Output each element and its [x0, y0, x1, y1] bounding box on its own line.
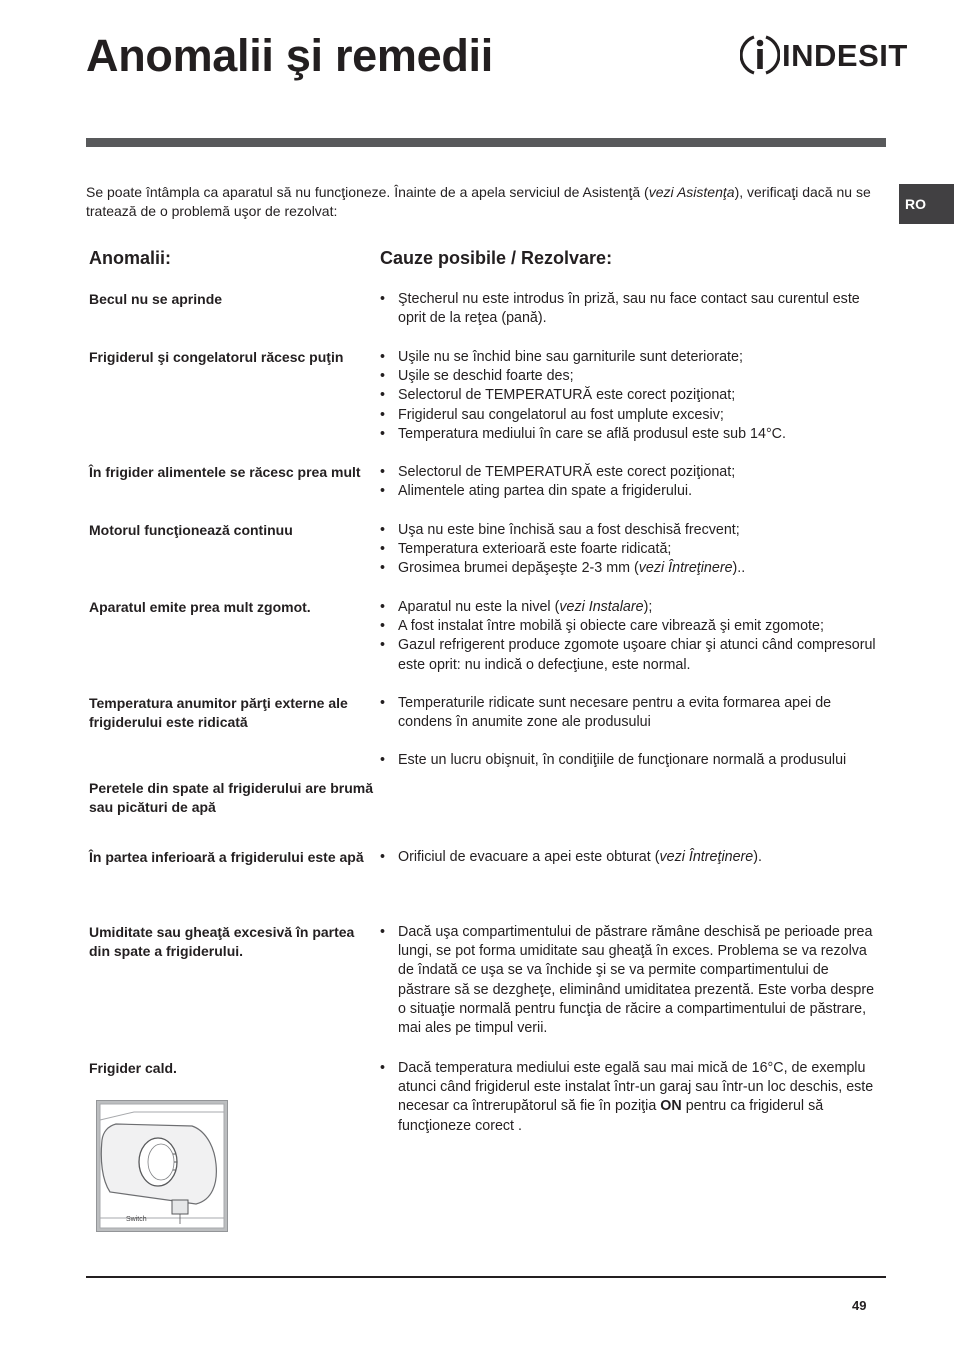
anomaly-label: Frigider cald. — [89, 1060, 177, 1076]
cause-item — [380, 1059, 880, 1136]
indesit-logo — [740, 32, 908, 78]
footer-rule — [86, 1276, 886, 1278]
cause-list — [380, 598, 880, 675]
cause-item — [380, 923, 880, 1038]
causes-heading: Cauze posibile / Rezolvare: — [380, 248, 613, 268]
anomaly-label: Peretele din spate al frigiderului are brumă sau picături de apă — [89, 780, 373, 815]
cause-reference: vezi Întreţinere — [638, 560, 733, 577]
anomaly-label: Aparatul emite prea mult zgomot. — [89, 599, 311, 615]
cause-text: Uşile se deschid foarte des; — [398, 368, 574, 385]
cause-item — [380, 559, 880, 578]
anomaly-label: Temperatura anumitor părţi externe ale frigiderului este ridicată — [89, 695, 348, 730]
anomaly-label: În partea inferioară a frigiderului este apă — [89, 849, 364, 865]
cause-item — [380, 598, 880, 617]
cause-list — [380, 463, 880, 501]
intro-text — [86, 183, 876, 221]
cause-item — [380, 348, 880, 367]
cause-item — [380, 367, 880, 386]
cause-text: Ştecherul nu este introdus în priză, sau nu face contact sau curentul este oprit de la reţea (pană). — [398, 291, 860, 327]
cause-text: Dacă temperatura mediului este egală sau mai mică de 16°C, de exemplu atunci când frigiderul este instalat într-un garaj sau într-un loc deschis, este necesar ca întrerupătorul să fie în poziţia — [398, 1060, 874, 1115]
language-tab: RO — [899, 184, 954, 224]
cause-text: Este un lucru obişnuit, în condiţiile de funcţionare normală a produsului — [398, 752, 847, 768]
brand-i-icon — [740, 32, 780, 78]
cause-text: Uşa nu este bine închisă sau a fost deschisă frecvent; — [398, 522, 740, 538]
page-number: 49 — [852, 1298, 867, 1313]
cause-text: Selectorul de TEMPERATURĂ este corect poziţionat; — [398, 464, 736, 480]
cause-text: Temperatura mediului în care se află produsul este sub 14°C. — [398, 425, 786, 442]
cause-list — [380, 848, 880, 867]
cause-text: Alimentele ating partea din spate a frigiderului. — [398, 483, 693, 500]
intro-reference: vezi Asistenţa — [648, 184, 735, 200]
fridge-switch-illustration — [96, 1100, 228, 1232]
cause-text: ).. — [732, 560, 746, 577]
cause-list — [380, 348, 880, 444]
cause-item — [380, 386, 880, 405]
cause-item — [380, 636, 880, 674]
cause-item — [380, 425, 880, 444]
header-bar — [86, 138, 886, 147]
cause-reference: vezi Întreţinere — [659, 849, 754, 865]
cause-item — [380, 463, 880, 482]
anomalies-heading: Anomalii: — [89, 248, 172, 268]
cause-text: Orificiul de evacuare a apei este obturat ( — [398, 849, 660, 865]
cause-item — [380, 406, 880, 425]
cause-text: ); — [643, 599, 653, 615]
cause-list — [380, 751, 880, 770]
anomaly-label: Frigiderul şi congelatorul răcesc puţin — [89, 349, 344, 365]
cause-text: Temperaturile ridicate sunt necesare pentru a evita formarea apei de condens în anumite zone ale produsului — [398, 695, 832, 731]
cause-item — [380, 290, 880, 328]
anomaly-label: În frigider alimentele se răcesc prea mult — [89, 464, 361, 480]
intro-suffix: ), verificaţi dacă nu se tratează de o problemă uşor de rezolvat: — [86, 184, 871, 219]
page-title: Anomalii şi remedii — [86, 30, 493, 81]
cause-text: Dacă uşa compartimentului de păstrare rămâne deschisă pe perioade prea lungi, se pot forma umiditate sau gheaţă în exces. Problema se va rezolva de îndată ce uşa se va închide şi se va permite compartimentului de păstrare să se dezgheţe, eliminând umiditatea prezentă. Este vorba despre o situaţie normală pentru funcţia de răcire a compartimentului de păstrare, mai ales pe timpul verii. — [398, 924, 875, 1037]
cause-list — [380, 521, 880, 579]
cause-emphasis: ON — [660, 1098, 682, 1115]
cause-list — [380, 923, 880, 1038]
cause-text: pentru ca frigiderul să funcţioneze corect . — [398, 1098, 824, 1134]
switch-label: Switch — [126, 1216, 147, 1223]
anomaly-label: Umiditate sau gheaţă excesivă în partea din spate a frigiderului. — [89, 924, 355, 959]
cause-text: Frigiderul sau congelatorul au fost umplute excesiv; — [398, 406, 724, 423]
cause-list — [380, 290, 880, 328]
cause-item — [380, 751, 880, 770]
cause-text: Grosimea brumei depăşeşte 2-3 mm ( — [398, 560, 639, 577]
cause-text: Gazul refrigerent produce zgomote uşoare chiar şi atunci când compresorul este oprit: nu indică o defecţiune, este normal. — [398, 637, 876, 673]
cause-text: ). — [753, 849, 762, 865]
intro-prefix: Se poate întâmpla ca aparatul să nu funcţioneze. Înainte de a apela serviciul de Asistenţă ( — [86, 184, 649, 200]
brand-name: INDESIT — [782, 38, 908, 73]
anomaly-label: Motorul funcţionează continuu — [89, 522, 293, 538]
cause-item — [380, 617, 880, 636]
cause-item — [380, 540, 880, 559]
cause-item — [380, 694, 880, 732]
cause-reference: vezi Instalare — [559, 599, 644, 615]
cause-text: A fost instalat între mobilă şi obiecte care vibrează şi emit zgomote; — [398, 618, 824, 635]
anomaly-label: Becul nu se aprinde — [89, 291, 223, 307]
cause-item — [380, 848, 880, 867]
cause-list — [380, 694, 880, 732]
cause-list — [380, 1059, 880, 1136]
cause-item — [380, 521, 880, 540]
cause-item — [380, 482, 880, 501]
cause-text: Temperatura exterioară este foarte ridicată; — [398, 541, 672, 558]
cause-text: Uşile nu se închid bine sau garniturile sunt deteriorate; — [398, 349, 743, 365]
cause-text: Aparatul nu este la nivel ( — [398, 599, 560, 615]
cause-text: Selectorul de TEMPERATURĂ este corect poziţionat; — [398, 387, 736, 404]
